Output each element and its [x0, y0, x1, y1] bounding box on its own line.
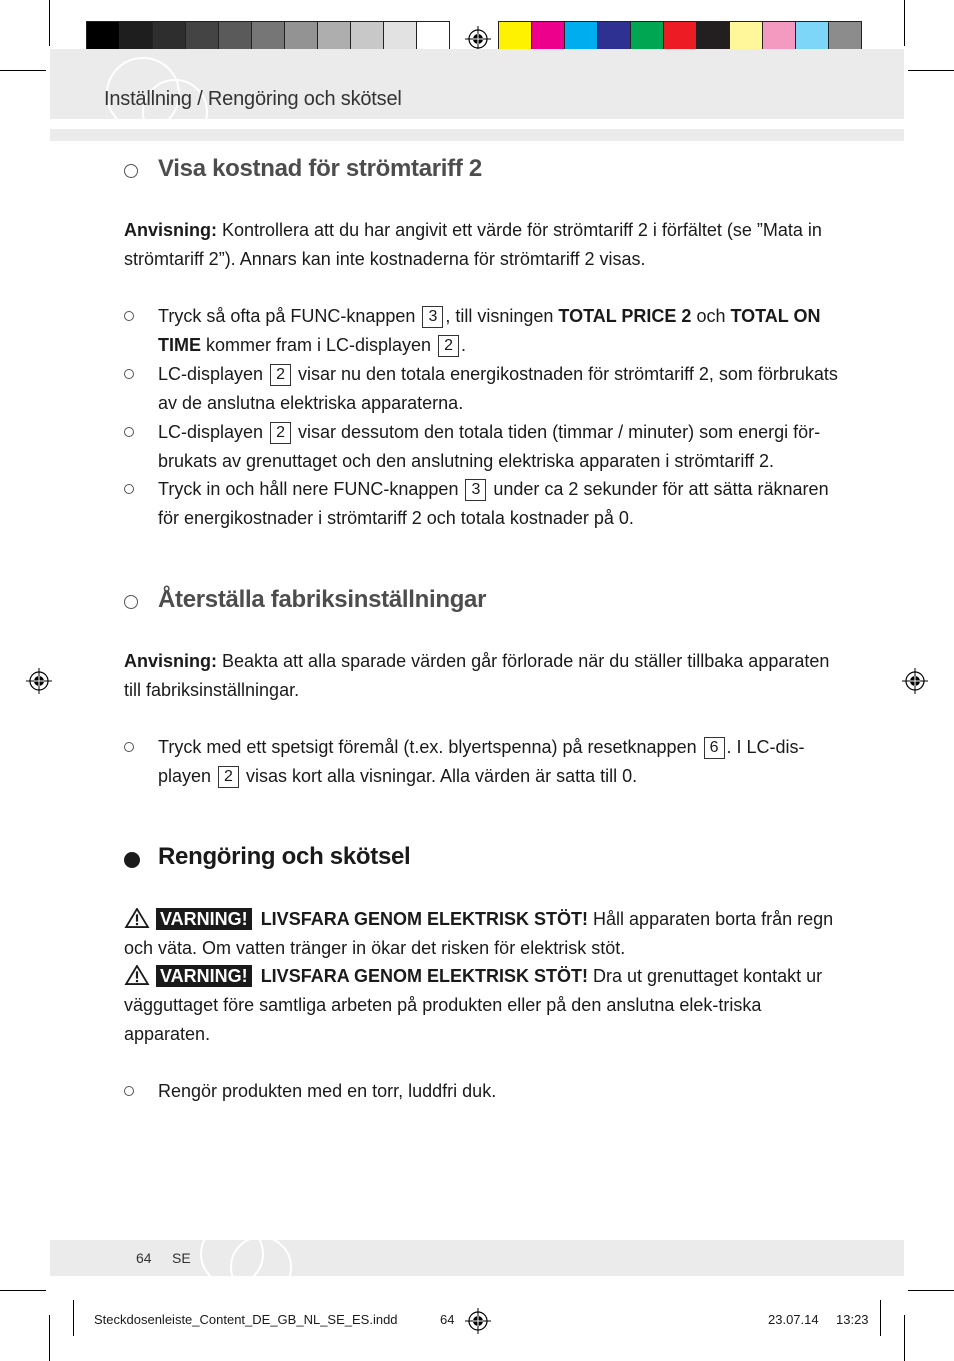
language-code: SE: [172, 1250, 191, 1266]
registration-mark-icon: [26, 668, 52, 694]
heading-bullet-icon: [124, 164, 138, 178]
list-bullet-icon: [124, 484, 134, 494]
display-text: TOTAL PRICE 2: [558, 306, 692, 326]
note-label: Anvisning:: [124, 220, 217, 240]
crop-mark: [904, 0, 905, 46]
list-item: [158, 418, 838, 476]
list-item: [158, 302, 838, 360]
registration-mark-icon: [902, 668, 928, 694]
warning-triangle-icon: [124, 908, 150, 928]
warning-paragraph: [124, 905, 834, 963]
list-item: Rengör produkten med en torr, luddfri duk.: [158, 1081, 497, 1101]
crop-mark: [904, 1315, 905, 1361]
text: under ca 2 sekunder för att sätta räknaren för energikostnader i strömtariff 2 och totala kostnader på 0.: [158, 479, 829, 528]
note-paragraph: [124, 216, 834, 274]
text: och: [691, 306, 731, 326]
warning-triangle-icon: [124, 965, 150, 985]
list-item: [158, 733, 838, 791]
slug-date: 23.07.14: [768, 1312, 819, 1327]
display-text: TOTAL ON TIME: [158, 306, 821, 355]
text: .: [460, 335, 466, 355]
note-text: Beakta att alla sparade värden går förlorade när du ställer tillbaka apparaten till fabriksinställningar.: [124, 651, 830, 700]
heading-bullet-icon: [124, 852, 140, 868]
list-item: [158, 475, 838, 533]
crop-mark: [908, 70, 954, 71]
reference-number: 3: [422, 306, 443, 328]
text: visar nu den totala energikostnaden för strömtariff 2, som förbrukats av de anslutna elektriska apparaterna.: [158, 364, 838, 413]
section-heading: Återställa fabriksinställningar: [158, 586, 487, 613]
warning-text: Håll apparaten borta från regn och väta. Om vatten tränger in ökar det risken för elektrisk stöt.: [124, 909, 834, 958]
reference-number: 2: [218, 766, 239, 788]
reference-number: 6: [704, 737, 725, 759]
text: Tryck in och håll nere FUNC-knappen: [158, 479, 464, 499]
warning-bold-text: LIVSFARA GENOM ELEKTRISK STÖT!: [260, 966, 589, 986]
page-number: 64: [136, 1250, 152, 1266]
crop-mark: [0, 1290, 46, 1291]
text: . I LC-dis-playen: [158, 737, 805, 786]
slug-filename: Steckdosenleiste_Content_DE_GB_NL_SE_ES.indd: [94, 1312, 398, 1327]
crop-mark: [908, 1290, 954, 1291]
text: LC-displayen: [158, 422, 269, 442]
note-text: Kontrollera att du har angivit ett värde för strömtariff 2 i förfältet (se ”Mata in strömtariff 2”). Annars kan inte kostnaderna för strömtariff 2 visas.: [124, 220, 822, 269]
decorative-circle: [230, 1240, 292, 1276]
note-label: Anvisning:: [124, 651, 217, 671]
reference-number: 2: [438, 335, 459, 357]
text: , till visningen: [445, 306, 559, 326]
text: Tryck så ofta på FUNC-knappen: [158, 306, 421, 326]
crop-mark: [49, 0, 50, 46]
note-paragraph: [124, 647, 834, 705]
reference-number: 2: [270, 422, 291, 444]
list-item: [158, 360, 838, 418]
heading-bullet-icon: [124, 595, 138, 609]
crop-mark: [0, 70, 46, 71]
warning-bold-text: LIVSFARA GENOM ELEKTRISK STÖT!: [260, 909, 589, 929]
text: visas kort alla visningar. Alla värden är satta till 0.: [240, 766, 638, 786]
warning-label: VARNING!: [156, 965, 252, 987]
page-header-title: Inställning / Rengöring och skötsel: [104, 88, 402, 110]
text: visar dessutom den totala tiden (timmar / minuter) som energi för-brukats av grenuttaget och den anslutning elektriska apparaten i strömtariff 2.: [158, 422, 821, 471]
registration-mark-icon: [465, 1308, 491, 1334]
slug-page: 64: [440, 1312, 455, 1327]
reference-number: 3: [465, 479, 486, 501]
list-bullet-icon: [124, 369, 134, 379]
list-bullet-icon: [124, 742, 134, 752]
text: kommer fram i LC-displayen: [201, 335, 437, 355]
text: Tryck med ett spetsigt föremål (t.ex. blyertspenna) på resetknappen: [158, 737, 702, 757]
slug-time: 13:23: [836, 1312, 869, 1327]
reference-number: 2: [270, 364, 291, 386]
crop-mark: [880, 1300, 881, 1336]
section-heading: Visa kostnad för strömtariff 2: [158, 155, 482, 182]
header-band-strip: [50, 129, 904, 141]
list-bullet-icon: [124, 311, 134, 321]
list-bullet-icon: [124, 1086, 134, 1096]
warning-text: Dra ut grenuttaget kontakt ur vägguttaget före samtliga arbeten på produkten eller på den anslutna elek-triska apparaten.: [124, 966, 823, 1044]
section-heading: Rengöring och skötsel: [158, 843, 411, 870]
crop-mark: [49, 1315, 50, 1361]
text: LC-displayen: [158, 364, 269, 384]
warning-label: VARNING!: [156, 908, 252, 930]
warning-paragraph: [124, 962, 834, 1049]
list-bullet-icon: [124, 427, 134, 437]
crop-mark: [73, 1300, 74, 1336]
